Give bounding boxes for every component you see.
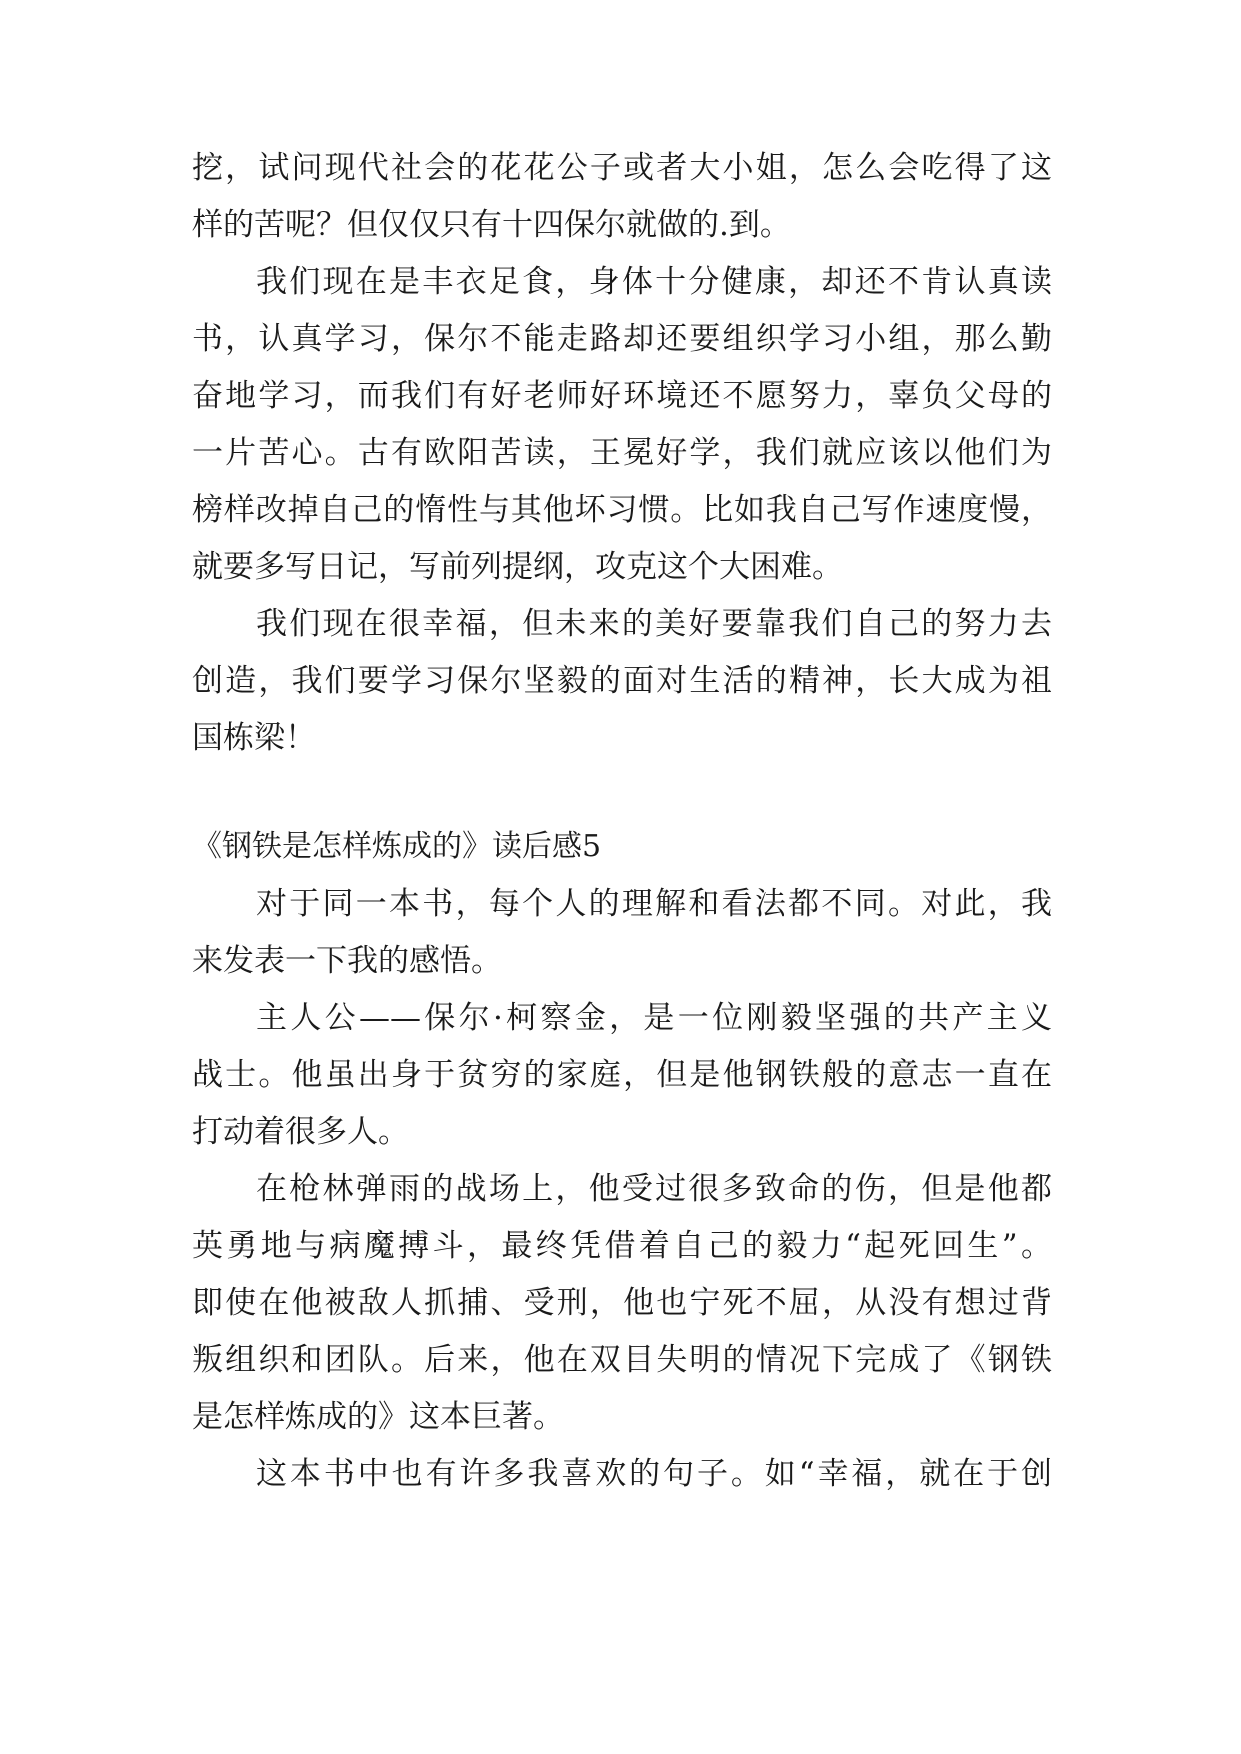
text-line: 奋地学习，而我们有好老师好环境还不愿努力，辜负父母的 <box>192 378 1052 414</box>
text-line: 来发表一下我的感悟。 <box>192 943 502 979</box>
text-line: 战士。他虽出身于贫穷的家庭，但是他钢铁般的意志一直在 <box>192 1057 1052 1093</box>
text-line: 创造，我们要学习保尔坚毅的面对生活的精神，长大成为祖 <box>192 663 1052 699</box>
text-line: 打动着很多人。 <box>192 1114 409 1150</box>
paragraph-first-line: 对于同一本书，每个人的理解和看法都不同。对此，我 <box>256 886 1052 922</box>
paragraph-first-line: 我们现在是丰衣足食，身体十分健康，却还不肯认真读 <box>256 264 1052 300</box>
text-line: 样的苦呢？但仅仅只有十四保尔就做的.到。 <box>192 207 791 243</box>
text-line: 挖，试问现代社会的花花公子或者大小姐，怎么会吃得了这 <box>192 150 1052 186</box>
text-line: 是怎样炼成的》这本巨著。 <box>192 1399 564 1435</box>
text-line: 一片苦心。古有欧阳苦读，王冕好学，我们就应该以他们为 <box>192 435 1052 471</box>
text-line: 叛组织和团队。后来，他在双目失明的情况下完成了《钢铁 <box>192 1342 1052 1378</box>
text-line: 即使在他被敌人抓捕、受刑，他也宁死不屈，从没有想过背 <box>192 1285 1052 1321</box>
text-line: 榜样改掉自己的惰性与其他坏习惯。比如我自己写作速度慢， <box>192 492 1052 528</box>
text-line: 国栋梁！ <box>192 720 316 756</box>
paragraph-first-line: 这本书中也有许多我喜欢的句子。如“幸福，就在于创 <box>256 1456 1052 1492</box>
text-line: 英勇地与病魔搏斗，最终凭借着自己的毅力“起死回生”。 <box>192 1228 1052 1264</box>
text-line: 书，认真学习，保尔不能走路却还要组织学习小组，那么勤 <box>192 321 1052 357</box>
section-heading: 《钢铁是怎样炼成的》读后感5 <box>192 829 602 864</box>
text-line: 就要多写日记，写前列提纲，攻克这个大困难。 <box>192 549 843 585</box>
paragraph-first-line: 主人公——保尔·柯察金，是一位刚毅坚强的共产主义 <box>256 1000 1052 1036</box>
paragraph-first-line: 在枪林弹雨的战场上，他受过很多致命的伤，但是他都 <box>256 1171 1052 1207</box>
paragraph-first-line: 我们现在很幸福，但未来的美好要靠我们自己的努力去 <box>256 606 1052 642</box>
